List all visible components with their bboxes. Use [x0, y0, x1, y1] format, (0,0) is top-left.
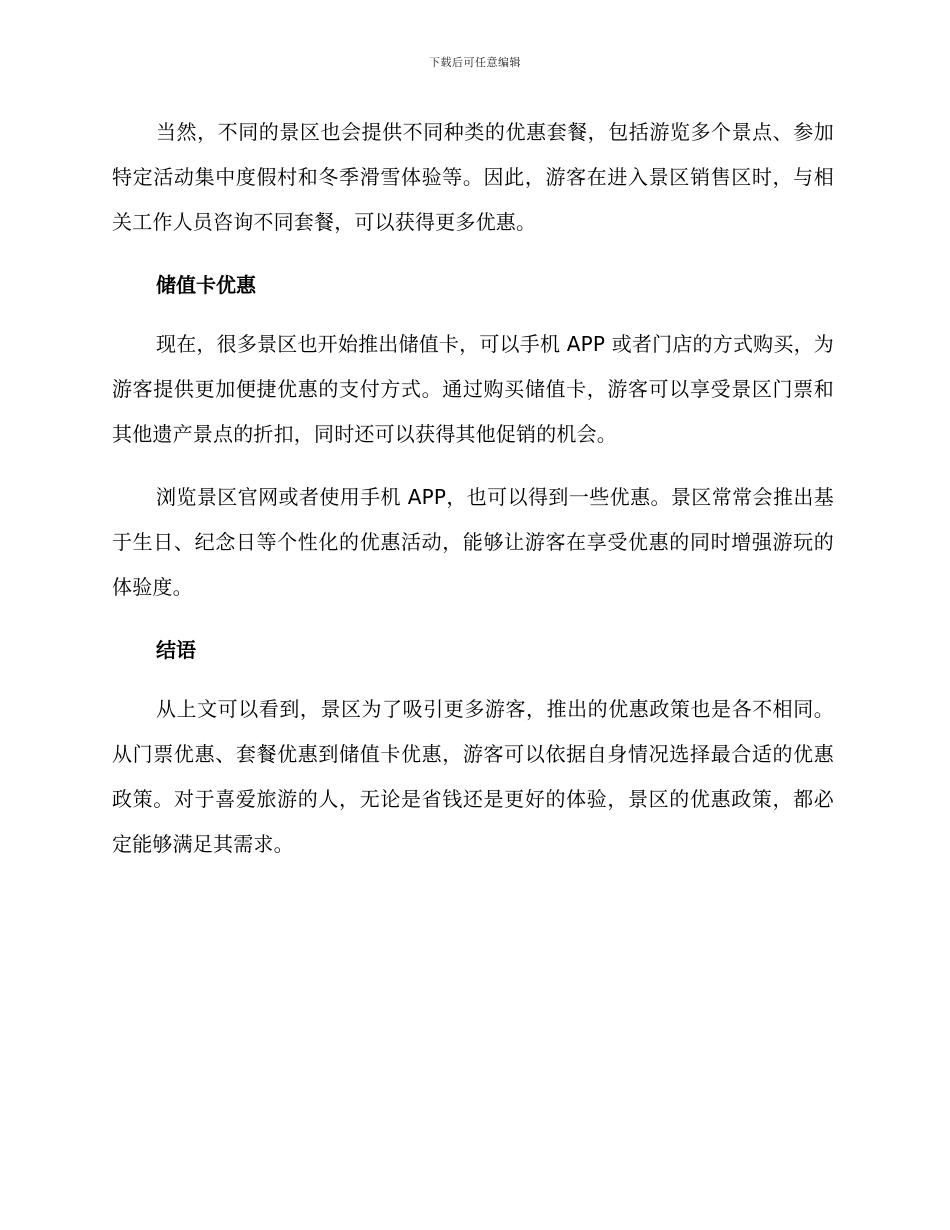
section-heading-stored-value-card: 储值卡优惠 — [156, 273, 256, 297]
paragraph-conclusion: 从上文可以看到，景区为了吸引更多游客，推出的优惠政策也是各不相同。从门票优惠、套餐优惠到储值卡优惠，游客可以依据自身情况选择最合适的优惠政策。对于喜爱旅游的人，无论是省钱还是更好的体验，景区的优惠政策，都必定能够满足其需求。 — [112, 697, 834, 856]
section-heading-conclusion: 结语 — [156, 638, 196, 662]
page-header: 下载后可任意编辑 — [429, 56, 521, 69]
paragraph-packages: 当然，不同的景区也会提供不同种类的优惠套餐，包括游览多个景点、参加特定活动集中度假村和冬季滑雪体验等。因此，游客在进入景区销售区时，与相关工作人员咨询不同套餐，可以获得更多优惠。 — [112, 120, 834, 234]
paragraph-stored-value-card: 现在，很多景区也开始推出储值卡，可以手机 APP 或者门店的方式购买，为游客提供更加便捷优惠的支付方式。通过购买储值卡，游客可以享受景区门票和其他遗产景点的折扣，同时还可以获得其他促销的机会。 — [112, 332, 834, 446]
paragraph-website-app: 浏览景区官网或者使用手机 APP，也可以得到一些优惠。景区常常会推出基于生日、纪念日等个性化的优惠活动，能够让游客在享受优惠的同时增强游玩的体验度。 — [112, 485, 834, 599]
document-body — [112, 110, 834, 885]
